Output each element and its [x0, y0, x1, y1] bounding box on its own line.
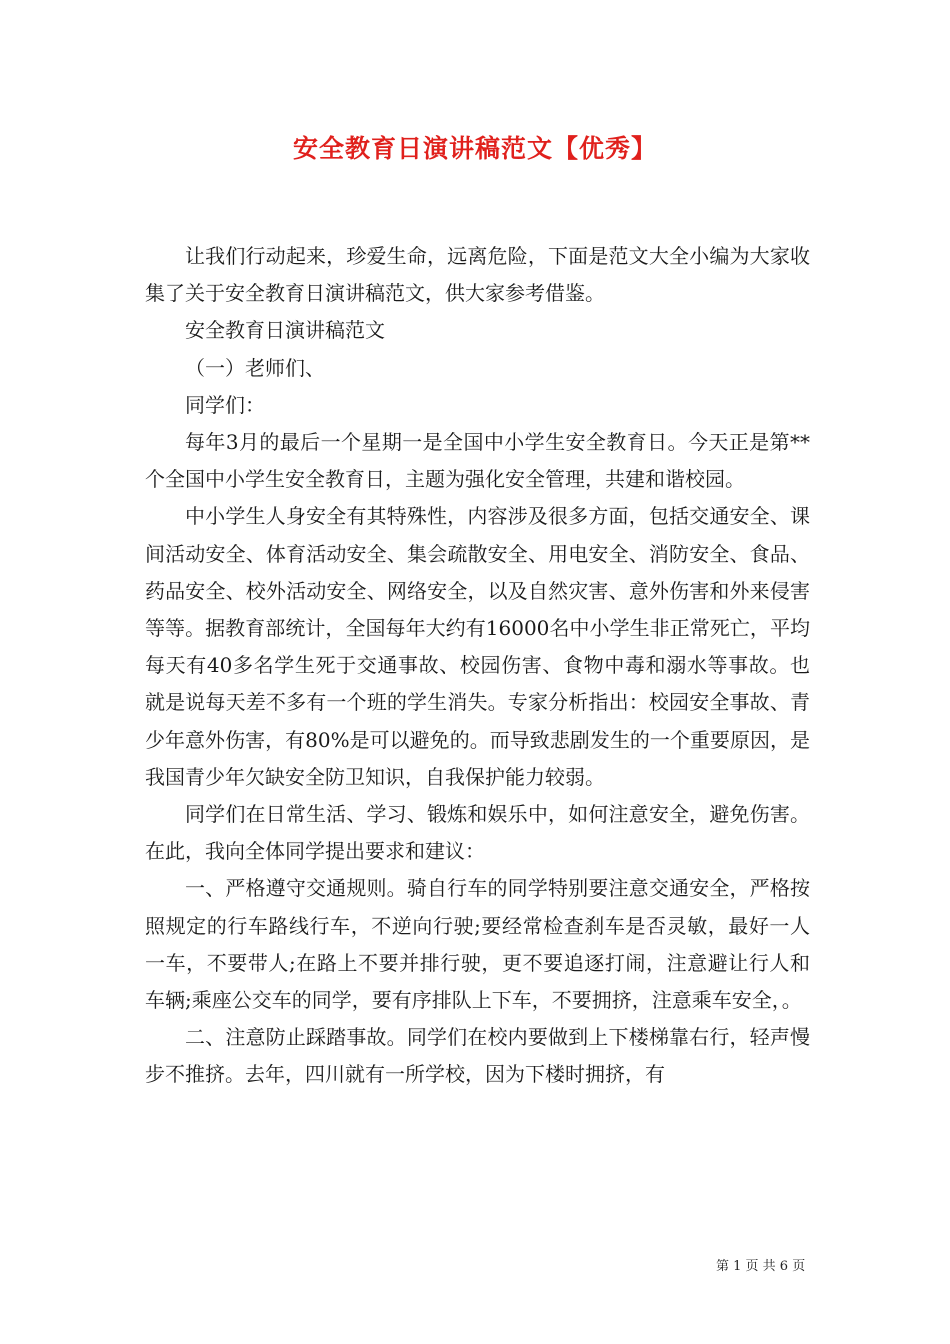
page-number: 第 1 页 共 6 页	[716, 1259, 806, 1274]
paragraph-stampede: 二、注意防止踩踏事故。同学们在校内要做到上下楼梯靠右行，轻声慢步不推挤。去年，四川就有一所学校，因为下楼时拥挤，有	[145, 1025, 810, 1087]
paragraph-intro: 让我们行动起来，珍爱生命，远离危险，下面是范文大全小编为大家收集了关于安全教育日演讲稿范文，供大家参考借鉴。	[145, 244, 810, 306]
paragraph-statistics: 中小学生人身安全有其特殊性，内容涉及很多方面，包括交通安全、课间活动安全、体育活动安全、集会疏散安全、用电安全、消防安全、食品、药品安全、校外活动安全、网络安全，以及自然灾害、意外伤害和外来侵害等等。据教育部统计，全国每年大约有16000名中小学生非正常死亡，平均每天有40多名学生死于交通事故、校园伤害、食物中毒和溺水等事故。也就是说每天差不多有一个班的学生消失。专家分析指出：校园安全事故、青少年意外伤害，有80%是可以避免的。而导致悲剧发生的一个重要原因，是我国青少年欠缺安全防卫知识，自我保护能力较弱。	[145, 504, 810, 789]
page-title: 安全教育日演讲稿范文【优秀】	[292, 134, 657, 163]
paragraph-subtitle: 安全教育日演讲稿范文	[185, 318, 385, 343]
paragraph-suggestions-intro: 同学们在日常生活、学习、锻炼和娱乐中，如何注意安全，避免伤害。在此，我向全体同学提出要求和建议：	[145, 802, 810, 864]
document-body	[145, 238, 810, 1094]
paragraph-salutation-1: （一）老师们、	[185, 355, 325, 380]
paragraph-education-day: 每年3月的最后一个星期一是全国中小学生安全教育日。今天正是第**个全国中小学生安全教育日，主题为强化安全管理，共建和谐校园。	[145, 430, 810, 492]
paragraph-salutation-2: 同学们：	[185, 392, 265, 417]
paragraph-traffic-rules: 一、严格遵守交通规则。骑自行车的同学特别要注意交通安全，严格按照规定的行车路线行车，不逆向行驶;要经常检查刹车是否灵敏，最好一人一车，不要带人;在路上不要并排行驶，更不要追逐打闹，注意避让行人和车辆;乘座公交车的同学，要有序排队上下车，不要拥挤，注意乘车安全，。	[145, 876, 810, 1013]
